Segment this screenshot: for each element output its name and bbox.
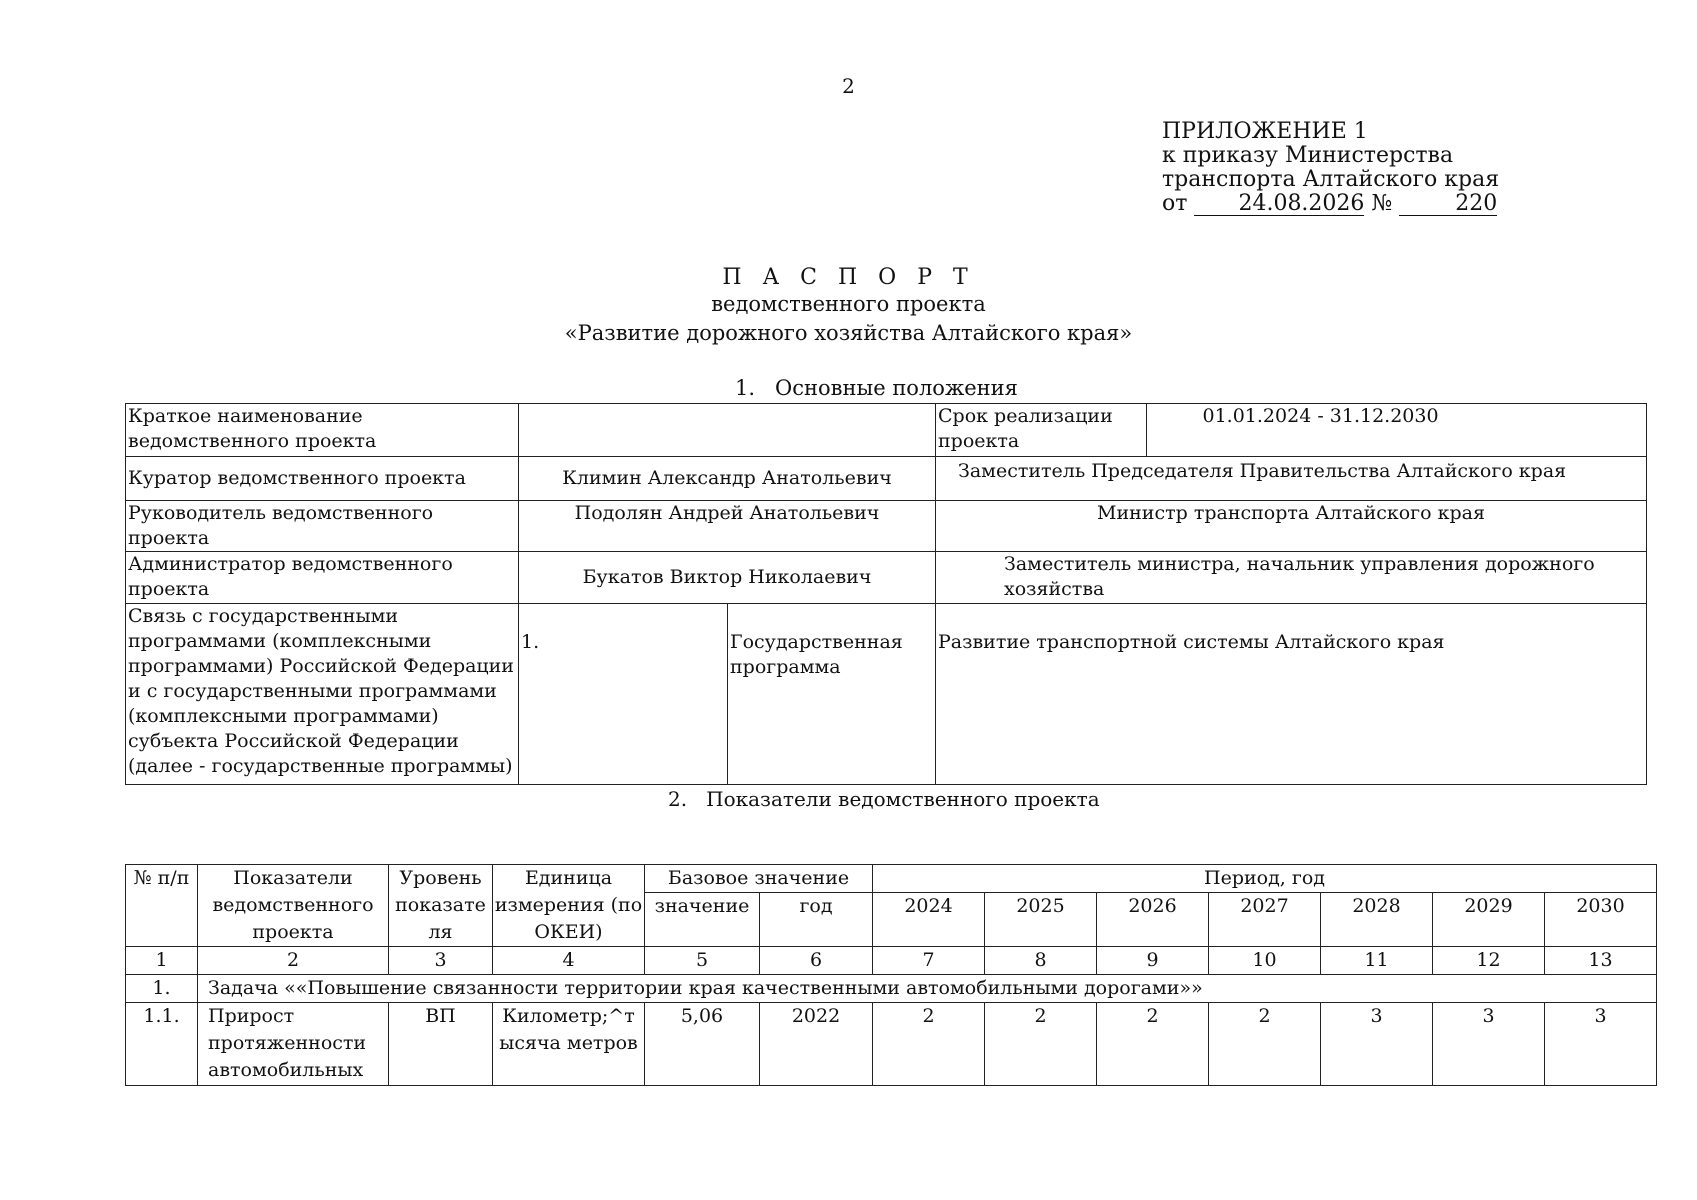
passport-title: П А С П О Р Т	[722, 265, 975, 290]
row-value-2030: 3	[1545, 1003, 1657, 1086]
column-number: 5	[645, 947, 760, 975]
head-label: Руководитель ведомственного проекта	[126, 501, 519, 552]
column-number: 13	[1545, 947, 1657, 975]
page-number: 2	[842, 74, 855, 98]
row-base-year: 2022	[760, 1003, 873, 1086]
task-row	[126, 975, 1657, 1003]
appendix-number-label: №	[1371, 191, 1393, 216]
link-num: 1.	[519, 604, 728, 785]
term-value: 01.01.2024 - 31.12.2030	[1202, 405, 1439, 427]
row-value-2028: 3	[1321, 1003, 1433, 1086]
column-number: 8	[985, 947, 1097, 975]
indicators-table	[125, 864, 1657, 1086]
row-value-2025: 2	[985, 1003, 1097, 1086]
table-row	[126, 1003, 1657, 1086]
header-num: № п/п	[126, 865, 198, 947]
curator-label: Куратор ведомственного проекта	[126, 457, 519, 501]
table-row	[126, 457, 1647, 501]
header-base-year: год	[760, 893, 873, 947]
link-label: Связь с государственными программами (комплексными программами) Российской Федерации и с государственными программами (комплексными программами) субъекта Российской Федерации (далее - государственные программы)	[126, 604, 519, 785]
header-year-2024: 2024	[873, 893, 985, 947]
header-year-2026: 2026	[1097, 893, 1209, 947]
column-number: 9	[1097, 947, 1209, 975]
admin-label: Администратор ведомственного проекта	[126, 552, 519, 604]
section2-title: 2. Показатели ведомственного проекта	[668, 787, 1100, 811]
row-value-2027: 2	[1209, 1003, 1321, 1086]
header-base-value: значение	[645, 893, 760, 947]
header-base: Базовое значение	[645, 865, 873, 893]
column-number: 1	[126, 947, 198, 975]
row-level: ВП	[389, 1003, 493, 1086]
column-numbers-row	[126, 947, 1657, 975]
appendix-from-label: от	[1162, 191, 1188, 216]
section1-title: 1. Основные положения	[735, 376, 1018, 400]
row-num: 1.1.	[126, 1003, 198, 1086]
head-name: Подолян Андрей Анатольевич	[519, 501, 936, 552]
table-row	[126, 404, 1647, 457]
row-base-value: 5,06	[645, 1003, 760, 1086]
header-indicator: Показатели ведомственного проекта	[198, 865, 389, 947]
curator-position: Заместитель Председателя Правительства Алтайского края	[936, 457, 1647, 501]
appendix-line1: к приказу Министерства	[1162, 143, 1454, 168]
column-number: 4	[493, 947, 645, 975]
table-row	[126, 501, 1647, 552]
table-row	[126, 552, 1647, 604]
header-year-2029: 2029	[1433, 893, 1545, 947]
table-row	[126, 865, 1657, 893]
admin-position: Заместитель министра, начальник управления дорожного хозяйства	[936, 552, 1647, 604]
row-value-2024: 2	[873, 1003, 985, 1086]
link-name: Развитие транспортной системы Алтайского края	[936, 604, 1647, 785]
header-unit: Единица измерения (по ОКЕИ)	[493, 865, 645, 947]
task-num: 1.	[126, 975, 198, 1003]
term-cell	[936, 404, 1647, 457]
column-number: 12	[1433, 947, 1545, 975]
appendix-date-line	[1162, 192, 1499, 216]
column-number: 10	[1209, 947, 1321, 975]
link-type: Государственная программа	[728, 604, 936, 785]
main-provisions-table	[125, 403, 1647, 785]
header-year-2028: 2028	[1321, 893, 1433, 947]
header-period: Период, год	[873, 865, 1657, 893]
row-value-2029: 3	[1433, 1003, 1545, 1086]
short-name-label: Краткое наименование ведомственного проекта	[126, 404, 519, 457]
appendix-date: 24.08.2026	[1194, 193, 1364, 216]
admin-name: Букатов Виктор Николаевич	[519, 552, 936, 604]
appendix-number: 220	[1399, 193, 1497, 216]
table-row	[126, 604, 1647, 785]
curator-name: Климин Александр Анатольевич	[519, 457, 936, 501]
column-number: 11	[1321, 947, 1433, 975]
header-year-2030: 2030	[1545, 893, 1657, 947]
short-name-value	[519, 404, 936, 457]
appendix-line2: транспорта Алтайского края	[1162, 167, 1500, 192]
row-unit: Километр;^т ысяча метров	[493, 1003, 645, 1086]
task-text: Задача ««Повышение связанности территории края качественными автомобильными дорогами»»	[198, 975, 1657, 1003]
column-number: 7	[873, 947, 985, 975]
row-indicator: Прирост протяженности автомобильных	[198, 1003, 389, 1086]
row-value-2026: 2	[1097, 1003, 1209, 1086]
column-number: 3	[389, 947, 493, 975]
project-name: «Развитие дорожного хозяйства Алтайского края»	[564, 321, 1133, 345]
appendix-title: ПРИЛОЖЕНИЕ 1	[1162, 119, 1368, 144]
head-position: Министр транспорта Алтайского края	[936, 501, 1647, 552]
column-number: 2	[198, 947, 389, 975]
passport-subtitle: ведомственного проекта	[711, 292, 986, 316]
header-level: Уровень показате ля	[389, 865, 493, 947]
header-year-2027: 2027	[1209, 893, 1321, 947]
header-year-2025: 2025	[985, 893, 1097, 947]
term-label: Срок реализации проекта	[936, 404, 1146, 456]
appendix-block	[1162, 120, 1499, 216]
column-number: 6	[760, 947, 873, 975]
